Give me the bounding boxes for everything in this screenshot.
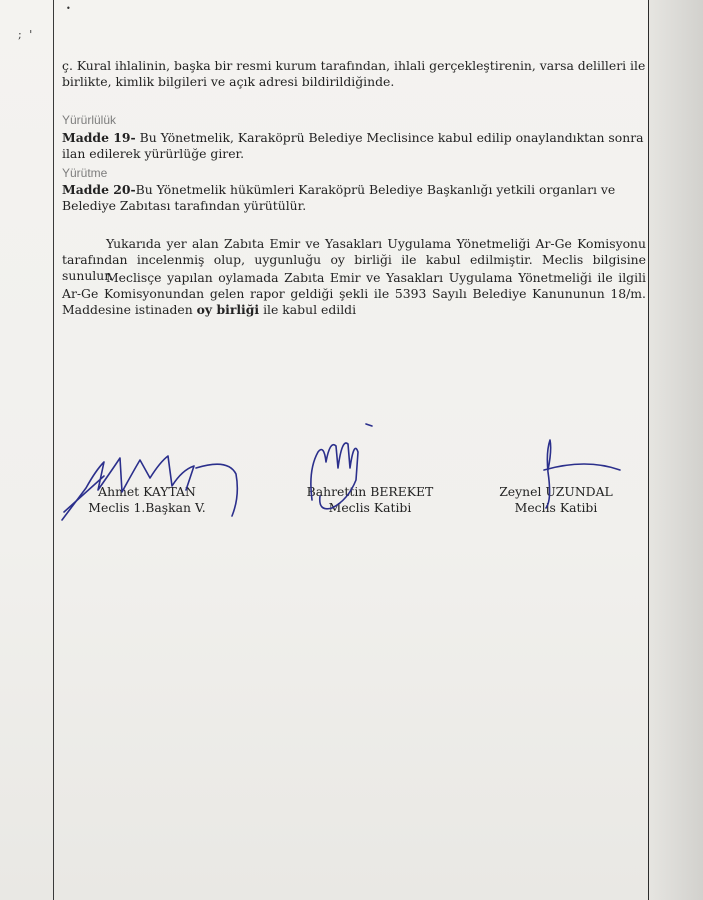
signatory-1-name: Ahmet KAYTAN	[98, 484, 196, 499]
signatory-3-name: Zeynel UZUNDAL	[499, 484, 613, 499]
commission-paragraph: Yukarıda yer alan Zabıta Emir ve Yasakları Uygulama Yönetmeliği Ar-Ge Komisyonu tarafından incelenmiş olup, uygunluğu oy birliği ile kabul edilmiştir. Meclis bilgisine sunulur.	[62, 236, 646, 283]
signatory-3-title: Meclis Katibi	[514, 500, 598, 515]
right-margin-line	[648, 0, 649, 900]
article-20	[62, 182, 646, 214]
page-edge-shadow	[649, 0, 703, 900]
clause-c-paragraph: ç. Kural ihlalinin, başka bir resmi kurum tarafından, ihlali gerçekleştirenin, varsa delilleri ile birlikte, kimlik bilgileri ve açık adresi bildirildiğinde.	[62, 58, 646, 89]
article-20-text: Bu Yönetmelik hükümleri Karaköprü Belediye Başkanlığı yetkili organları ve Belediye Zabıtası tarafından yürütülür.	[62, 182, 616, 213]
vote-text-b: ile kabul edildi	[259, 302, 357, 317]
vote-result: oy birliği	[196, 302, 260, 317]
heading-yurutme: Yürütme	[62, 166, 108, 180]
signatory-3	[486, 484, 626, 516]
left-margin-line	[53, 0, 54, 900]
signatory-2-name: Bahrettin BEREKET	[306, 484, 434, 499]
article-19	[62, 130, 646, 162]
top-mark: •	[66, 4, 71, 13]
signatory-2-title: Meclis Katibi	[328, 500, 412, 515]
signature-3-flourish	[544, 464, 620, 470]
article-20-label: Madde 20-	[62, 182, 136, 197]
vote-paragraph	[62, 270, 646, 318]
article-19-text: Bu Yönetmelik, Karaköprü Belediye Meclisince kabul edilip onaylandıktan sonra ilan edilerek yürürlüğe girer.	[62, 130, 644, 161]
signatory-1	[82, 484, 212, 516]
side-mark: ; '	[18, 28, 35, 41]
signatory-1-title: Meclis 1.Başkan V.	[88, 500, 206, 515]
signature-2-mark	[366, 424, 372, 426]
article-19-label: Madde 19-	[62, 130, 136, 145]
heading-yururluk: Yürürlülük	[62, 113, 117, 127]
signatory-2	[300, 484, 440, 516]
vote-text-a: Meclisçe yapılan oylamada Zabıta Emir ve Yasakları Uygulama Yönetmeliği ile ilgili Ar-Ge Komisyonundan gelen rapor geldiği şekli ile 5393 Sayılı Belediye Kanununun 18/m. Maddesine istinaden	[62, 270, 646, 317]
